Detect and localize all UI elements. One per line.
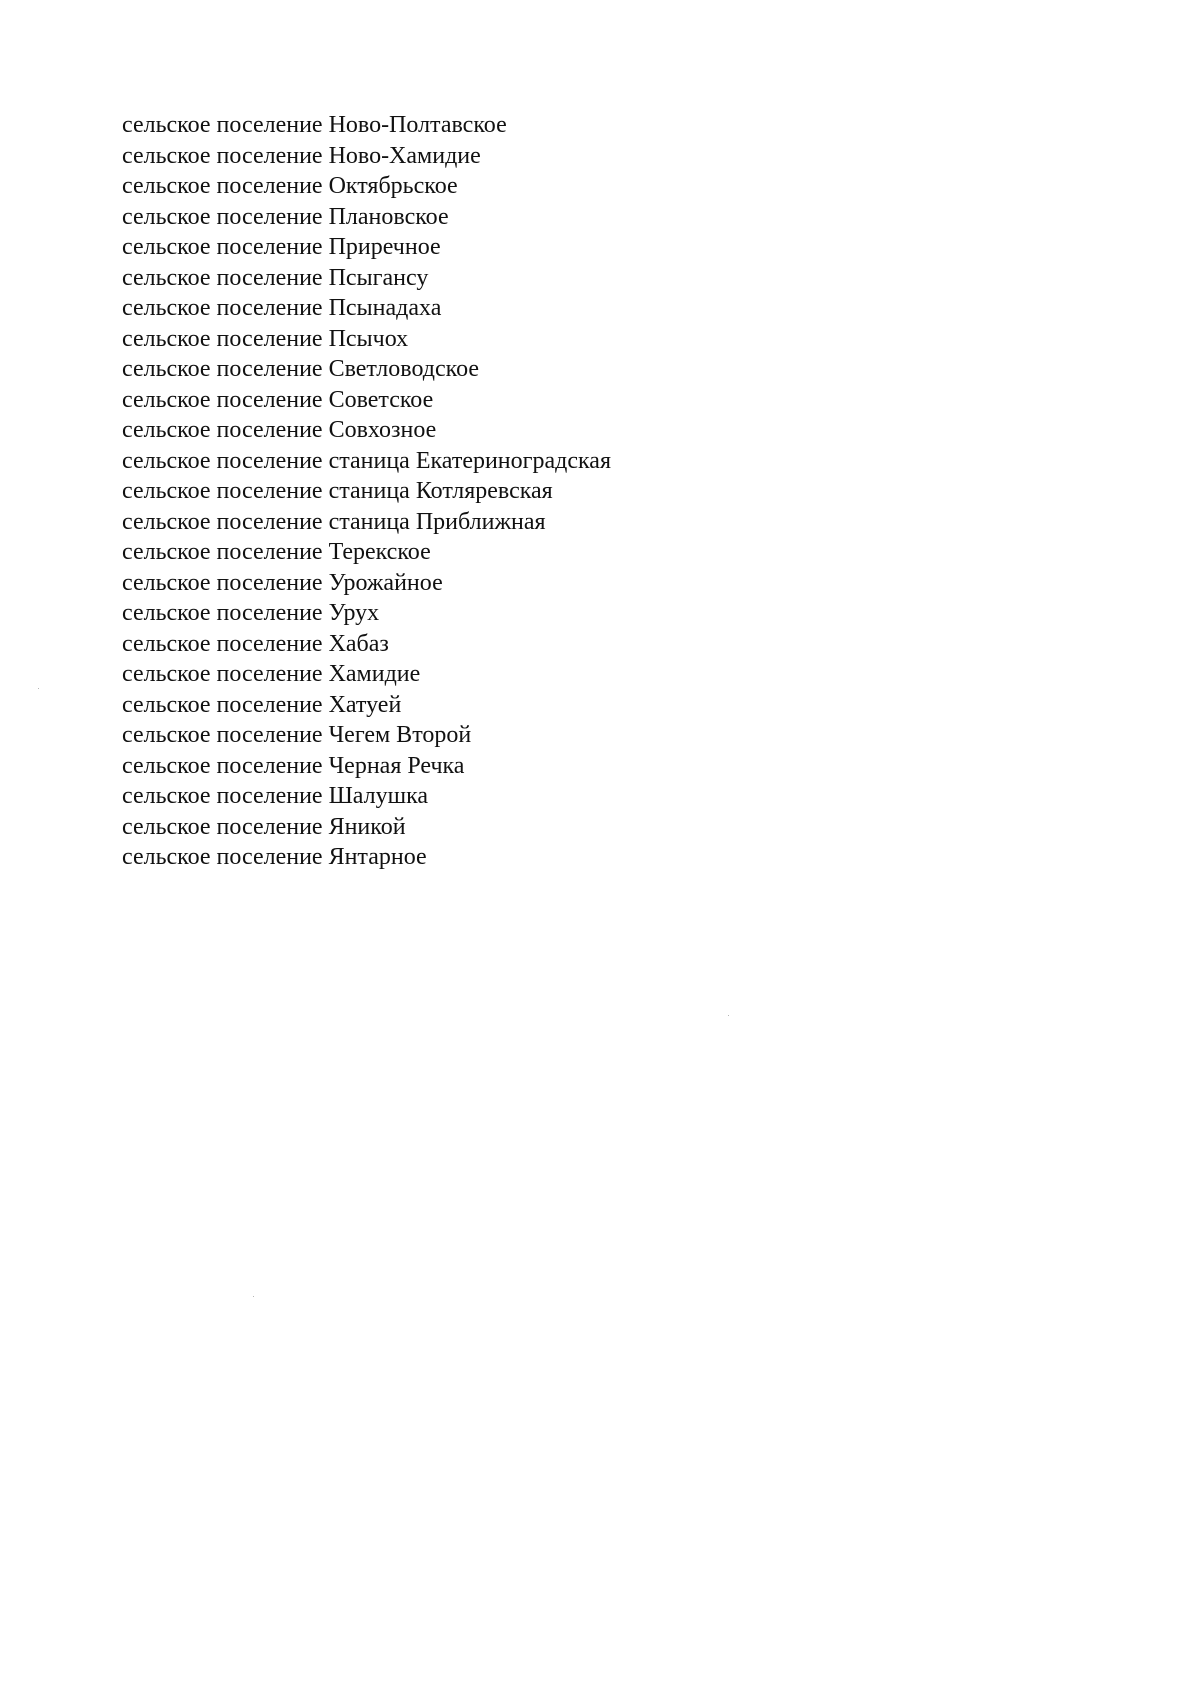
settlement-item: сельское поселение Псынадаха xyxy=(122,295,442,321)
settlement-item: сельское поселение Светловодское xyxy=(122,356,480,382)
settlement-item: сельское поселение Янтарное xyxy=(122,844,427,870)
settlement-item: сельское поселение Совхозное xyxy=(122,417,437,443)
scan-speck xyxy=(728,1015,729,1016)
scan-speck xyxy=(253,1296,254,1297)
settlement-item: сельское поселение Ново-Хамидие xyxy=(122,142,481,169)
settlement-item: сельское поселение Приречное xyxy=(122,234,441,260)
settlement-item: сельское поселение Шалушка xyxy=(122,783,429,809)
settlement-item: сельское поселение Чегем Второй xyxy=(122,722,472,748)
settlement-item: сельское поселение Хатуей xyxy=(122,691,402,718)
settlement-item: сельское поселение Терекское xyxy=(122,539,431,565)
settlement-item: сельское поселение станица Екатериноградская xyxy=(122,447,611,474)
settlement-item: сельское поселение Псыгансу xyxy=(122,264,429,291)
settlement-item: сельское поселение Урух xyxy=(122,600,380,626)
scan-speck xyxy=(38,688,39,689)
settlement-item: сельское поселение Хабаз xyxy=(122,630,389,657)
settlement-item: сельское поселение Урожайное xyxy=(122,569,443,596)
settlement-item: сельское поселение Хамидие xyxy=(122,661,421,687)
settlement-item: сельское поселение станица Котляревская xyxy=(122,478,553,504)
settlement-item: сельское поселение Плановское xyxy=(122,203,449,230)
settlement-item: сельское поселение Яникой xyxy=(122,813,406,840)
settlement-item: сельское поселение Октябрьское xyxy=(122,173,458,199)
settlement-item: сельское поселение станица Приближная xyxy=(122,508,546,535)
settlement-list xyxy=(122,110,611,873)
settlement-item: сельское поселение Черная Речка xyxy=(122,752,465,779)
settlement-item: сельское поселение Псычох xyxy=(122,325,409,352)
settlement-item: сельское поселение Ново-Полтавское xyxy=(122,112,507,138)
settlement-item: сельское поселение Советское xyxy=(122,386,434,413)
